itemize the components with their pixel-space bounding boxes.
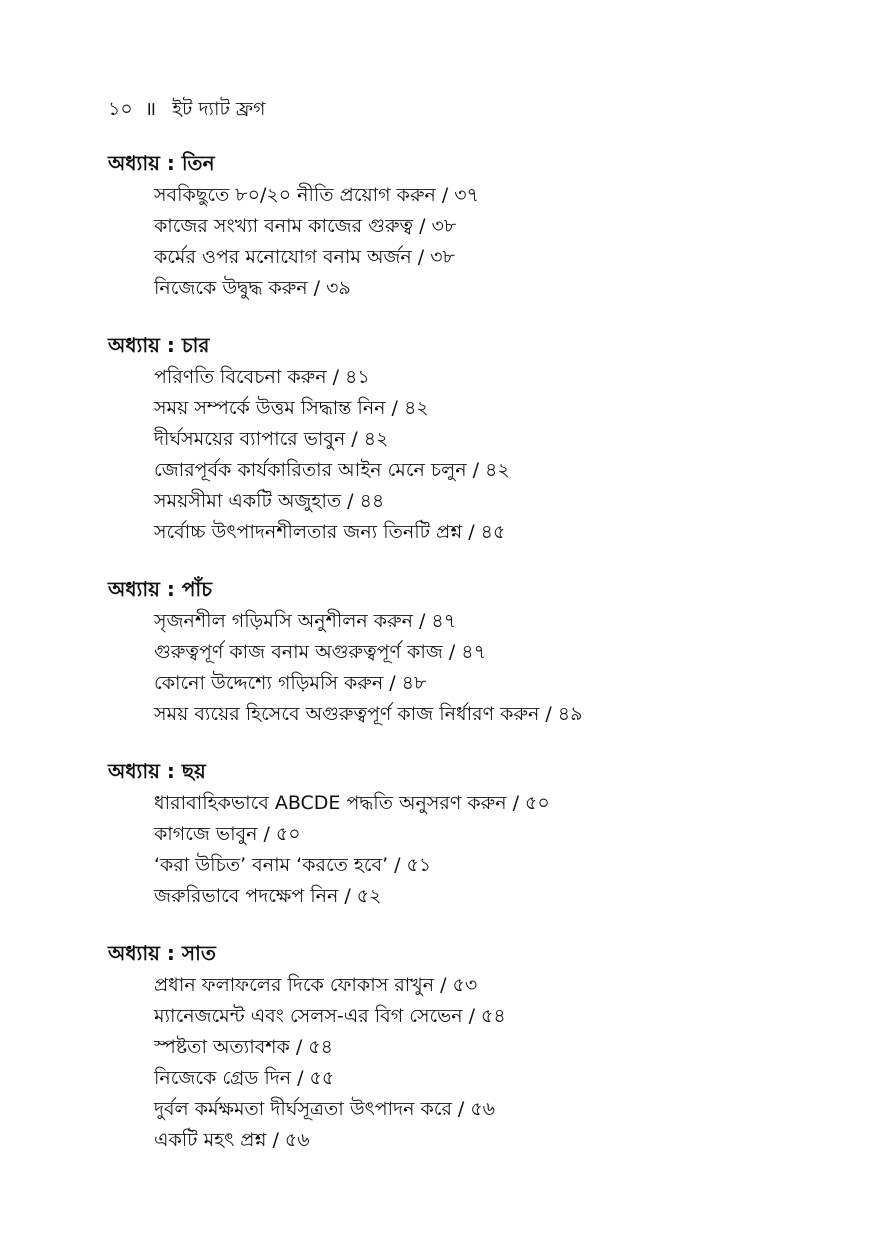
entry-text: স্পষ্টতা অত্যাবশক [154, 1036, 290, 1058]
toc-entry [154, 1001, 848, 1032]
entry-page-separator: / [440, 974, 447, 996]
toc-entry [154, 517, 848, 548]
entry-text: সর্বোচ্চ উৎপাদনশীলতার জন্য তিনটি প্রশ্ন [154, 521, 463, 543]
entry-page-separator: / [332, 366, 339, 388]
entry-page-number: ৪২ [485, 459, 510, 481]
toc-entry [154, 788, 848, 819]
entry-page-number: ৩৭ [454, 184, 479, 206]
entry-text: নিজেকে গ্রেড দিন [154, 1067, 292, 1089]
entry-text: কোনো উদ্দেশ্যে গড়িমসি করুন [154, 672, 384, 694]
entry-page-number: ৫০ [275, 823, 301, 845]
chapter-entries [108, 788, 848, 912]
entry-page-separator: / [389, 672, 396, 694]
entry-page-number: ৪২ [403, 397, 429, 419]
entry-page-number: ৫২ [356, 885, 382, 907]
entry-page-separator: / [344, 885, 351, 907]
entry-page-separator: / [313, 277, 321, 299]
toc-entry [154, 362, 848, 393]
entry-page-number: ৩৯ [326, 277, 351, 299]
chapter-title: অধ্যায় : তিন [108, 151, 215, 175]
book-title: ইট দ্যাট ফ্রগ [172, 98, 266, 120]
entry-page-separator: / [468, 1005, 476, 1027]
chapter-title: অধ্যায় : সাত [108, 941, 216, 965]
entry-text: দুর্বল কর্মক্ষমতা দীর্ঘসূত্রতা উৎপাদন করে [154, 1098, 452, 1120]
entry-page-number: ৫৬ [470, 1098, 496, 1120]
entry-text: ধারাবাহিকভাবে ABCDE পদ্ধতি অনুসরণ করুন [154, 792, 507, 814]
entry-page-separator: / [441, 184, 449, 206]
toc-entry [154, 1094, 848, 1125]
entry-page-separator: / [448, 641, 456, 663]
entry-text: সময় ব্যয়ের হিসেবে অগুরুত্বপূর্ণ কাজ নির্ধারণ করুন [154, 703, 540, 725]
toc-entry [154, 606, 848, 637]
entry-page-number: ৪৭ [461, 641, 486, 663]
toc-entry [154, 455, 848, 486]
entry-text: সবকিছুতে ৮০/২০ নীতি প্রয়োগ করুন [154, 184, 436, 206]
entry-page-number: ৪২ [363, 428, 389, 450]
entry-page-separator: / [347, 490, 354, 512]
entry-page-separator: / [457, 1098, 465, 1120]
entry-text: সময় সম্পর্কে উত্তম সিদ্ধান্ত নিন [154, 397, 386, 419]
entry-page-number: ৫৩ [452, 974, 478, 996]
entry-page-separator: / [545, 703, 552, 725]
entry-text: জোরপূর্বক কার্যকারিতার আইন মেনে চলুন [154, 459, 467, 481]
entry-page-separator: / [351, 428, 358, 450]
entry-page-number: ৪১ [344, 366, 370, 388]
entry-text: জরুরিভাবে পদক্ষেপ নিন [154, 885, 339, 907]
toc-entry [154, 180, 848, 211]
table-of-contents [108, 148, 848, 1182]
chapter-title: অধ্যায় : ছয় [108, 759, 206, 783]
entry-page-number: ৩৮ [430, 246, 455, 268]
entry-text: কর্মের ওপর মনোযোগ বনাম অর্জন [154, 246, 412, 268]
entry-text: গুরুত্বপূর্ণ কাজ বনাম অগুরুত্বপূর্ণ কাজ [154, 641, 443, 663]
entry-page-separator: / [417, 246, 425, 268]
chapter-title: অধ্যায় : চার [108, 333, 210, 357]
toc-entry [154, 393, 848, 424]
toc-entry [154, 486, 848, 517]
entry-page-separator: / [263, 823, 270, 845]
entry-text: কাগজে ভাবুন [154, 823, 258, 845]
entry-page-separator: / [468, 521, 475, 543]
chapter-section [108, 574, 848, 730]
entry-page-separator: / [295, 1036, 303, 1058]
toc-entry [154, 273, 848, 304]
entry-page-separator: / [272, 1129, 279, 1151]
toc-entry [154, 819, 848, 850]
entry-text: সৃজনশীল গড়িমসি অনুশীলন করুন [154, 610, 414, 632]
toc-entry [154, 242, 848, 273]
entry-page-number: ৪৪ [359, 490, 385, 512]
chapter-section [108, 330, 848, 548]
chapter-section [108, 148, 848, 304]
entry-page-separator: / [472, 459, 480, 481]
entry-text: নিজেকে উদ্বুদ্ধ করুন [154, 277, 308, 299]
chapter-entries [108, 970, 848, 1156]
entry-page-number: ৪৫ [480, 521, 506, 543]
chapter-section [108, 938, 848, 1156]
entry-page-number: ৫৬ [284, 1129, 310, 1151]
chapter-entries [108, 180, 848, 304]
entry-page-separator: / [391, 397, 398, 419]
toc-entry [154, 850, 848, 881]
running-head-separator: ॥ [144, 98, 157, 120]
toc-entry [154, 637, 848, 668]
entry-page-number: ৪৭ [431, 610, 457, 632]
toc-entry [154, 211, 848, 242]
chapter-entries [108, 606, 848, 730]
entry-text: সময়সীমা একটি অজুহাত [154, 490, 342, 512]
entry-text: ‘করা উচিত’ বনাম ‘করতে হবে’ [154, 854, 389, 876]
entry-page-number: ৫৫ [309, 1067, 335, 1089]
entry-page-number: ৫৪ [481, 1005, 506, 1027]
entry-page-separator: / [297, 1067, 304, 1089]
entry-page-number: ৫০ [524, 792, 550, 814]
entry-text: পরিণতি বিবেচনা করুন [154, 366, 327, 388]
toc-entry [154, 1032, 848, 1063]
entry-page-number: ৫১ [406, 854, 432, 876]
page-number: ১০ [108, 98, 133, 120]
entry-page-separator: / [394, 854, 401, 876]
entry-text: একটি মহৎ প্রশ্ন [154, 1129, 267, 1151]
toc-entry [154, 881, 848, 912]
entry-page-number: ৩৮ [431, 215, 457, 237]
toc-entry [154, 668, 848, 699]
chapter-title: অধ্যায় : পাঁচ [108, 577, 213, 601]
toc-entry [154, 699, 848, 730]
entry-page-separator: / [512, 792, 519, 814]
toc-entry [154, 1063, 848, 1094]
chapter-section [108, 756, 848, 912]
running-head [108, 96, 265, 122]
entry-text: প্রধান ফলাফলের দিকে ফোকাস রাখুন [154, 974, 435, 996]
toc-entry [154, 424, 848, 455]
entry-page-number: ৪৯ [557, 703, 583, 725]
entry-text: দীর্ঘসময়ের ব্যাপারে ভাবুন [154, 428, 346, 450]
entry-text: কাজের সংখ্যা বনাম কাজের গুরুত্ব [154, 215, 414, 237]
entry-page-number: ৫৪ [308, 1036, 333, 1058]
entry-page-separator: / [419, 610, 426, 632]
entry-page-number: ৪৮ [401, 672, 427, 694]
entry-page-separator: / [419, 215, 426, 237]
toc-entry [154, 970, 848, 1001]
toc-entry [154, 1125, 848, 1156]
entry-text: ম্যানেজমেন্ট এবং সেলস-এর বিগ সেভেন [154, 1005, 463, 1027]
chapter-entries [108, 362, 848, 548]
